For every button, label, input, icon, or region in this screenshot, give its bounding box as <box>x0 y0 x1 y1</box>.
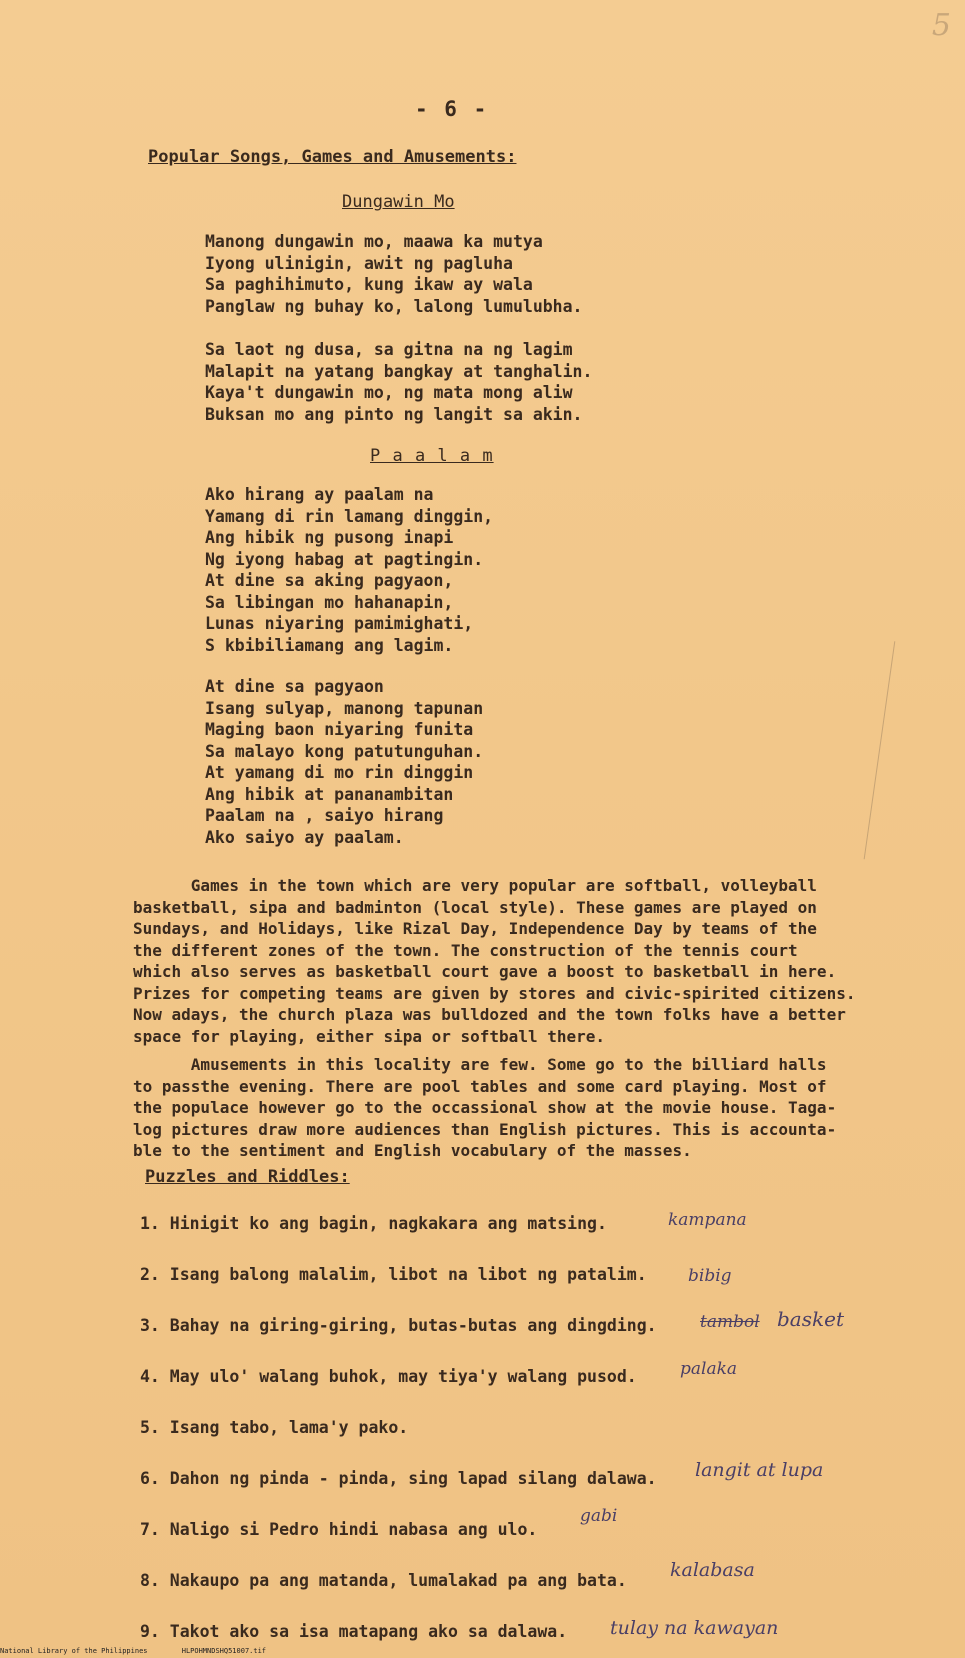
verse-line: At yamang di mo rin dinggin <box>205 763 474 782</box>
handwritten-answer: palaka <box>680 1359 738 1379</box>
verse-line: Ang hibik ng pusong inapi <box>205 528 454 547</box>
paragraph-line: ble to the sentiment and English vocabulary of the masses. <box>133 1141 692 1160</box>
paragraph-line: Games in the town which are very popular are softball, volleyball <box>133 876 817 895</box>
verse-line: Sa paghihimuto, kung ikaw ay wala <box>205 275 533 294</box>
verse-line: Paalam na , saiyo hirang <box>205 806 444 825</box>
verse-line: Ako saiyo ay paalam. <box>205 827 404 847</box>
paragraph-line: log pictures draw more audiences than English pictures. This is accounta- <box>133 1119 837 1139</box>
verse-line: Manong dungawin mo, maawa ka mutya <box>205 232 543 251</box>
section-heading: Popular Songs, Games and Amusements: <box>148 147 517 167</box>
verse-line: S kbibiliamang ang lagim. <box>205 635 454 655</box>
margin-pencil-line <box>861 641 896 859</box>
riddle-item: 8. Nakaupo pa ang matanda, lumalakad pa ang bata. <box>140 1571 627 1590</box>
footer-institution: National Library of the Philippines <box>0 1647 148 1655</box>
song-title-dungawin-mo: Dungawin Mo <box>342 192 455 212</box>
song-1-stanza-1 <box>205 231 583 317</box>
verse-line: Kaya't dungawin mo, ng mata mong aliw <box>205 383 573 402</box>
verse-line: Sa laot ng dusa, sa gitna na ng lagim <box>205 340 573 359</box>
footer-filename: HLPOHMNDSHQ51007.tif <box>181 1647 267 1655</box>
amusements-paragraph <box>133 1054 903 1162</box>
verse-line: Isang sulyap, manong tapunan <box>205 698 484 718</box>
paragraph-line: space for playing, either sipa or softball there. <box>133 1026 606 1046</box>
verse-line: Sa libingan mo hahanapin, <box>205 592 454 612</box>
verse-line: Buksan mo ang pinto ng langit sa akin. <box>205 404 583 424</box>
scan-footer <box>0 1647 296 1655</box>
verse-line: Yamang di rin lamang dinggin, <box>205 506 494 526</box>
games-paragraph <box>133 875 903 1047</box>
riddle-item: 7. Naligo si Pedro hindi nabasa ang ulo. <box>140 1520 538 1539</box>
paragraph-line: Prizes for competing teams are given by stores and civic-spirited citizens. <box>133 983 856 1003</box>
handwritten-answer: basket <box>777 1307 844 1331</box>
handwritten-answer: kampana <box>668 1210 747 1230</box>
verse-line: Ang hibik at pananambitan <box>205 784 454 804</box>
handwritten-struck-answer: tambol <box>700 1312 760 1332</box>
verse-line: At dine sa aking pagyaon, <box>205 571 454 590</box>
paragraph-line: Amusements in this locality are few. Some go to the billiard halls <box>133 1055 827 1074</box>
riddle-item: 2. Isang balong malalim, libot na libot ng patalim. <box>140 1265 647 1284</box>
riddle-item: 4. May ulo' walang buhok, may tiya'y walang pusod. <box>140 1367 637 1386</box>
riddles-heading: Puzzles and Riddles: <box>145 1167 350 1187</box>
verse-line: Ako hirang ay paalam na <box>205 485 434 504</box>
verse-line: Lunas niyaring pamimighati, <box>205 614 474 633</box>
paragraph-line: to passthe evening. There are pool tables and some card playing. Most of <box>133 1076 827 1096</box>
paragraph-line: Now adays, the church plaza was bulldozed and the town folks have a better <box>133 1005 846 1024</box>
handwritten-answer: gabi <box>580 1506 618 1526</box>
paragraph-line: the populace however go to the occassional show at the movie house. Taga- <box>133 1098 837 1117</box>
handwritten-answer: kalabasa <box>670 1559 755 1581</box>
paragraph-line: basketball, sipa and badminton (local style). These games are played on <box>133 897 817 917</box>
handwritten-answer: tulay na kawayan <box>610 1617 779 1639</box>
verse-line: Malapit na yatang bangkay at tanghalin. <box>205 361 593 381</box>
verse-line: Ng iyong habag at pagtingin. <box>205 549 484 569</box>
song-2-stanza-1 <box>205 484 493 656</box>
riddle-item: 6. Dahon ng pinda - pinda, sing lapad silang dalawa. <box>140 1469 657 1488</box>
paragraph-line: which also serves as basketball court gave a boost to basketball in here. <box>133 962 837 981</box>
riddle-item: 1. Hinigit ko ang bagin, nagkakara ang matsing. <box>140 1214 607 1233</box>
handwritten-answer: langit at lupa <box>695 1459 824 1481</box>
verse-line: Iyong ulinigin, awit ng pagluha <box>205 253 513 273</box>
corner-page-mark: 5 <box>931 8 951 43</box>
song-2-stanza-2 <box>205 676 483 848</box>
riddle-item: 5. Isang tabo, lama'y pako. <box>140 1418 409 1437</box>
handwritten-answer: bibig <box>688 1266 732 1286</box>
verse-line: Maging baon niyaring funita <box>205 720 474 739</box>
paragraph-line: Sundays, and Holidays, like Rizal Day, Independence Day by teams of the <box>133 919 817 938</box>
song-1-stanza-2 <box>205 339 592 425</box>
riddle-item: 3. Bahay na giring-giring, butas-butas ang dingding. <box>140 1316 657 1335</box>
riddle-item: 9. Takot ako sa isa matapang ako sa dalawa. <box>140 1622 568 1641</box>
verse-line: At dine sa pagyaon <box>205 677 384 696</box>
verse-line: Panglaw ng buhay ko, lalong lumulubha. <box>205 296 583 316</box>
song-title-paalam: P a a l a m <box>370 446 494 466</box>
paragraph-line: the different zones of the town. The construction of the tennis court <box>133 940 798 960</box>
verse-line: Sa malayo kong patutunguhan. <box>205 741 484 761</box>
page-number: - 6 - <box>415 97 489 121</box>
